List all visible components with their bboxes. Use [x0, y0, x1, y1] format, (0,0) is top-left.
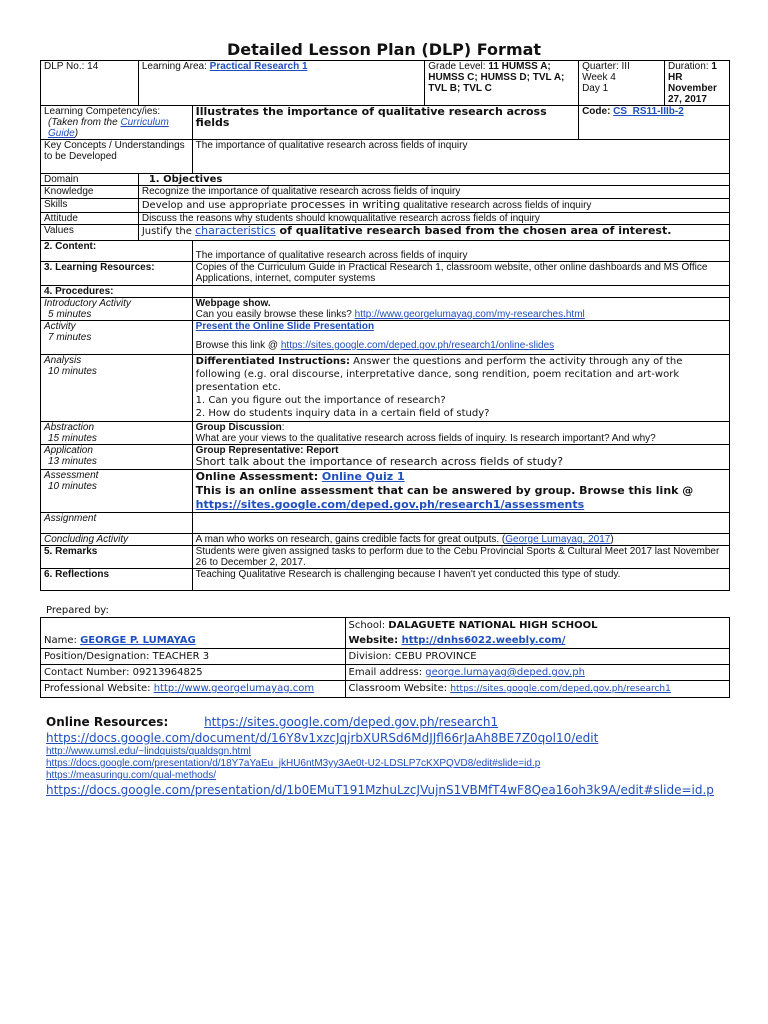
content-text: The importance of qualitative research across fields of inquiry: [192, 241, 729, 262]
activity-row: [41, 321, 730, 355]
division-cell: Division: CEBU PROVINCE: [345, 649, 729, 665]
assessment-content: Online Assessment: Online Quiz 1 This is an online assessment that can be answered by group. Browse this link @ https://sites.google.com/deped.gov.ph/research1/assessments: [192, 470, 729, 513]
email-cell: Email address: george.lumayag@deped.gov.ph: [345, 665, 729, 681]
duration-cell: Duration: 1 HR November 27, 2017: [664, 61, 729, 106]
online-resources: [46, 714, 736, 798]
analysis-content: Differentiated Instructions: Answer the questions and perform the activity through any of the following (e.g. oral discourse, interpretative dance, song rendition, poem recitation and art-work presentation etc. 1. Can you figure out the importance of research? 2. How do students inquiry data in a certain field of study?: [192, 355, 729, 422]
remarks-text: Students were given assigned tasks to perform due to the Cebu Provincial Sports & Cultural Meet 2017 last November 26 to December 2, 2017.: [192, 546, 729, 569]
analysis-row: [41, 355, 730, 422]
competency-code-link[interactable]: CS_RS11-IIIb-2: [613, 106, 684, 117]
resource-link[interactable]: https://measuringu.com/qual-methods/: [46, 770, 217, 781]
application-label: Application 13 minutes: [41, 445, 193, 470]
characteristics-link[interactable]: characteristics: [195, 224, 276, 237]
assignment-label: Assignment: [41, 513, 193, 534]
objective-row: [41, 225, 730, 241]
activity-content: Present the Online Slide Presentation Browse this link @ https://sites.google.com/deped.gov.ph/research1/online-slides: [192, 321, 729, 355]
objective-label: Attitude: [41, 213, 139, 225]
competency-row: [41, 106, 730, 140]
page-title: Detailed Lesson Plan (DLP) Format: [226, 40, 542, 59]
classroom-website-cell: Classroom Website: https://sites.google.com/deped.gov.ph/research1: [345, 681, 729, 698]
abstraction-label: Abstraction 15 minutes: [41, 422, 193, 445]
assessments-link[interactable]: https://sites.google.com/deped.gov.ph/research1/assessments: [195, 498, 585, 511]
intro-activity-content: Webpage show. Can you easily browse these links? http://www.georgelumayag.com/my-researches.html: [192, 298, 729, 321]
learning-resources-text: Copies of the Curriculum Guide in Practical Research 1, classroom website, other online dashboards and MS Office Applications, internet, computer systems: [192, 262, 729, 286]
my-researches-link[interactable]: http://www.georgelumayag.com/my-researches.html: [354, 309, 585, 320]
dlp-number: DLP No.: 14: [41, 61, 139, 106]
analysis-label: Analysis 10 minutes: [41, 355, 193, 422]
objective-row: [41, 199, 730, 213]
learning-area-link[interactable]: Practical Research 1: [209, 61, 308, 72]
reflections-label: 6. Reflections: [41, 569, 193, 591]
duration-value: 1 HR: [667, 61, 717, 83]
day: Day 1: [582, 83, 609, 94]
teacher-name-link[interactable]: GEORGE P. LUMAYAG: [80, 635, 196, 646]
school-name: DALAGUETE NATIONAL HIGH SCHOOL: [388, 620, 598, 631]
resource-link[interactable]: https://docs.google.com/presentation/d/18Y7aYaEu_jkHU6ntM3yy3Ae0t-U2-LDSLP7cKXPQVD8/edit#slide=id.p: [46, 758, 541, 769]
school-cell: School: DALAGUETE NATIONAL HIGH SCHOOL Website: http://dnhs6022.weebly.com/: [345, 618, 729, 649]
lesson-date: November 27, 2017: [667, 83, 717, 105]
objective-text: Justify the characteristics of qualitative research based from the chosen area of interest.: [138, 225, 729, 241]
objective-label: Knowledge: [41, 186, 139, 199]
signature-table: [40, 617, 730, 698]
assessment-label: Assessment 10 minutes: [41, 470, 193, 513]
objective-text: Develop and use appropriate processes in writing qualitative research across fields of inquiry: [138, 199, 729, 213]
objective-row: [41, 186, 730, 199]
slide-presentation-link[interactable]: Present the Online Slide Presentation: [195, 321, 375, 332]
online-slides-link[interactable]: https://sites.google.com/deped.gov.ph/research1/online-slides: [280, 340, 555, 351]
resource-link[interactable]: http://www.umsl.edu/~lindquists/qualdsgn.html: [46, 746, 251, 757]
school-website-link[interactable]: http://dnhs6022.weebly.com/: [401, 635, 566, 646]
george-lumayag-citation-link[interactable]: George Lumayag, 2017: [505, 534, 611, 545]
competency-text: Illustrates the importance of qualitative research across fields: [192, 106, 578, 140]
objectives-heading: 1. Objectives: [138, 174, 729, 186]
name-cell: Name: GEORGE P. LUMAYAG: [41, 618, 346, 649]
quarter-cell: [579, 61, 665, 106]
week: Week 4: [582, 72, 616, 83]
content-row: [41, 241, 730, 262]
curriculum-guide-link[interactable]: Curriculum Guide: [48, 117, 169, 139]
header-row: [41, 61, 730, 106]
application-row: [41, 445, 730, 470]
concluding-label: Concluding Activity: [41, 534, 193, 546]
application-content: Group Representative: Report Short talk about the importance of research across fields of study?: [192, 445, 729, 470]
grade-level-value: 11 HUMSS A; HUMSS C; HUMSS D; TVL A; TVL B; TVL C: [428, 61, 565, 94]
email-link[interactable]: george.lumayag@deped.gov.ph: [425, 667, 585, 678]
quarter: Quarter: III: [582, 61, 630, 72]
activity-label: Activity 7 minutes: [41, 321, 193, 355]
professional-website-cell: Professional Website: http://www.georgelumayag.com: [41, 681, 346, 698]
classroom-website-link[interactable]: https://sites.google.com/deped.gov.ph/research1: [450, 684, 671, 694]
prepared-by-label: Prepared by:: [46, 605, 109, 616]
resource-link[interactable]: https://sites.google.com/deped.gov.ph/research1: [204, 715, 499, 729]
remarks-label: 5. Remarks: [41, 546, 193, 569]
online-quiz-link[interactable]: Online Quiz 1: [321, 470, 405, 483]
content-label: 2. Content:: [41, 241, 193, 262]
procedures-label: 4. Procedures:: [41, 286, 193, 298]
competency-label-cell: Learning Competency/ies: (Taken from the Curriculum Guide): [41, 106, 193, 140]
objective-label: Values: [41, 225, 139, 241]
key-concepts-label: Key Concepts / Understandings to be Developed: [41, 140, 193, 174]
contact-cell: Contact Number: 09213964825: [41, 665, 346, 681]
objective-row: [41, 213, 730, 225]
learning-resources-row: [41, 262, 730, 286]
assignment-row: [41, 513, 730, 534]
procedures-row: [41, 286, 730, 298]
domain-row: [41, 174, 730, 186]
grade-level-cell: Grade Level: 11 HUMSS A; HUMSS C; HUMSS D; TVL A; TVL B; TVL C: [425, 61, 579, 106]
assessment-row: [41, 470, 730, 513]
professional-website-link[interactable]: http://www.georgelumayag.com: [153, 683, 315, 694]
lesson-plan-table: [40, 60, 730, 591]
concluding-row: [41, 534, 730, 546]
learning-resources-label: 3. Learning Resources:: [41, 262, 193, 286]
objective-text: Recognize the importance of qualitative research across fields of inquiry: [138, 186, 729, 199]
objective-label: Skills: [41, 199, 139, 213]
resource-link[interactable]: https://docs.google.com/document/d/16Y8v1xzcJqjrbXURSd6MdJJfl66rJaAh8BE7Z0qol10/edit: [46, 731, 599, 745]
online-resources-label: Online Resources:: [46, 715, 169, 729]
concluding-content: A man who works on research, gains credible facts for great outputs. (George Lumayag, 2017): [192, 534, 729, 546]
abstraction-row: [41, 422, 730, 445]
key-concepts-text: The importance of qualitative research across fields of inquiry: [192, 140, 729, 174]
key-concepts-row: [41, 140, 730, 174]
domain-label: Domain: [41, 174, 139, 186]
remarks-row: [41, 546, 730, 569]
intro-activity-label: Introductory Activity 5 minutes: [41, 298, 193, 321]
reflections-row: [41, 569, 730, 591]
objective-text: Discuss the reasons why students should knowqualitative research across fields of inquiry: [138, 213, 729, 225]
learning-area-cell: Learning Area: Practical Research 1: [138, 61, 424, 106]
resource-link[interactable]: https://docs.google.com/presentation/d/1b0EMuT191MzhuLzcJVujnS1VBMfT4wF8Qea16oh3k9A/edit#slide=id.p: [46, 783, 714, 797]
intro-activity-row: [41, 298, 730, 321]
abstraction-content: Group Discussion: What are your views to the qualitative research across fields of inquiry. Is research important? And why?: [192, 422, 729, 445]
position-cell: Position/Designation: TEACHER 3: [41, 649, 346, 665]
reflections-text: Teaching Qualitative Research is challenging because I haven't yet conducted this type of study.: [192, 569, 729, 591]
competency-code-cell: Code: CS_RS11-IIIb-2: [579, 106, 730, 140]
